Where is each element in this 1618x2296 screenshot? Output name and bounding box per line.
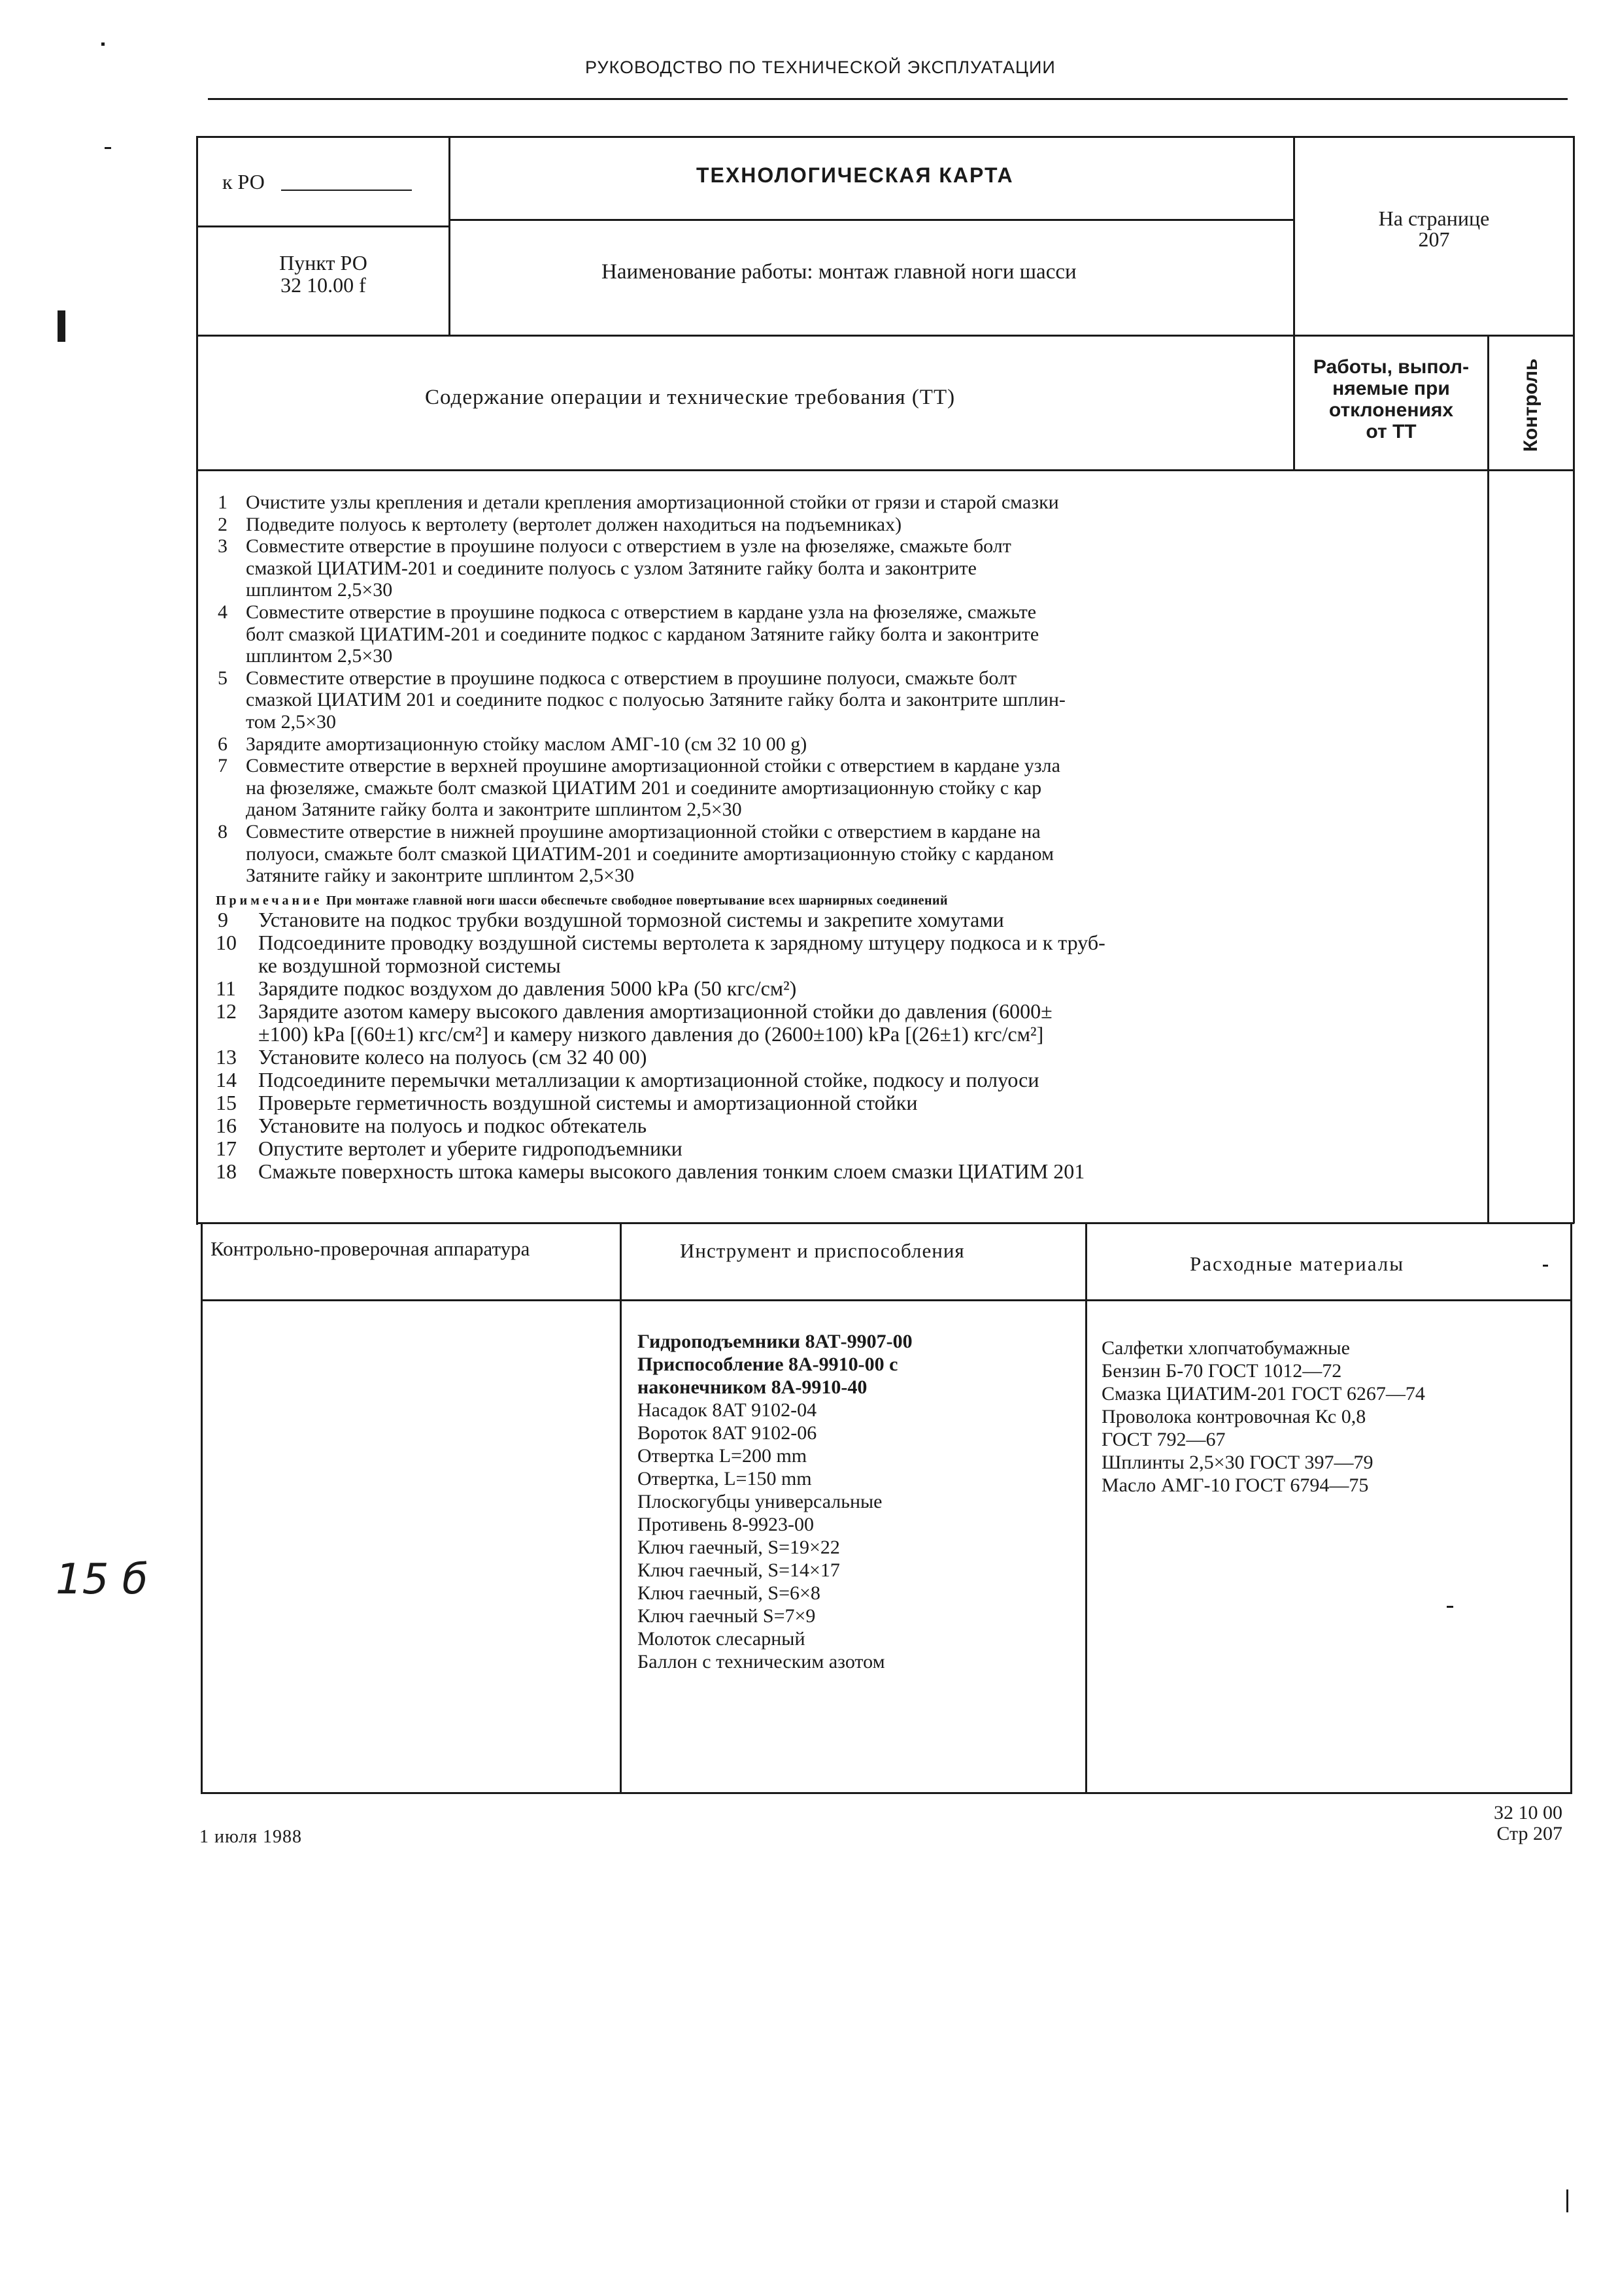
tool-item: Отвертка L=200 mm xyxy=(637,1445,807,1467)
control-col-vline xyxy=(1487,335,1489,1223)
operation-text-line: Подсоедините проводку воздушной системы вертолета к зарядному штуцеру подкоса и к труб- xyxy=(258,931,1105,955)
tool-item: Ключ гаечный, S=14×17 xyxy=(637,1559,840,1581)
operation-text-line: Установите на полуось и подкос обтекатель xyxy=(258,1114,647,1138)
bottom-vline-2 xyxy=(1085,1223,1087,1794)
operation-text-line: полуоси, смажьте болт смазкой ЦИАТИМ-201 и соедините амортизационную стойку с карданом xyxy=(246,842,1054,865)
tool-item: Противень 8-9923-00 xyxy=(637,1514,814,1535)
operation-text-line: Установите на подкос трубки воздушной тормозной системы и закрепите хомутами xyxy=(258,908,1004,932)
operation-text-line: Совместите отверстие в проушине подкоса с отверстием в проушине полуоси, смажьте болт xyxy=(246,667,1017,689)
operation-number: 14 xyxy=(216,1068,237,1092)
tool-item: Вороток 8АТ 9102-06 xyxy=(637,1422,817,1444)
ref-underline xyxy=(281,190,412,191)
running-header: РУКОВОДСТВО ПО ТЕХНИЧЕСКОЙ ЭКСПЛУАТАЦИИ xyxy=(585,58,1056,77)
operation-text-line: том 2,5×30 xyxy=(246,711,337,733)
operation-number: 8 xyxy=(218,821,228,842)
material-item: Салфетки хлопчатобумажные xyxy=(1102,1337,1350,1359)
operation-text-line: Подведите полуось к вертолету (вертолет должен находиться на подъемниках) xyxy=(246,513,902,535)
operation-number: 12 xyxy=(216,999,237,1023)
operation-text-line: Совместите отверстие в проушине подкоса с отверстием в кардане узла на фюзеляже, смажьте xyxy=(246,601,1037,623)
card-frame-right xyxy=(1573,136,1575,1223)
materials-header: Расходные материалы xyxy=(1190,1252,1405,1275)
material-item: Смазка ЦИАТИМ-201 ГОСТ 6267—74 xyxy=(1102,1383,1425,1405)
card-frame-bottom xyxy=(201,1792,1572,1794)
materials-list xyxy=(1102,1337,1425,1497)
tool-item: Молоток слесарный xyxy=(637,1628,805,1650)
deviation-header-line: от ТТ xyxy=(1366,421,1417,442)
bottom-header-rule xyxy=(201,1299,1572,1301)
operation-number: 1 xyxy=(218,491,228,513)
operation-number: 4 xyxy=(218,601,228,623)
operation-number: 3 xyxy=(218,535,228,557)
operation-text-line: Установите колесо на полуось (см 32 40 00) xyxy=(258,1045,647,1069)
card-frame-left xyxy=(196,136,198,1225)
item-cell xyxy=(198,252,448,296)
operation-text-line: Зарядите подкос воздухом до давления 5000 kPa (50 кгс/см²) xyxy=(258,976,797,1001)
control-column-header: Контроль xyxy=(1520,358,1542,452)
material-item: Шплинты 2,5×30 ГОСТ 397—79 xyxy=(1102,1452,1374,1473)
tool-item: Насадок 8АТ 9102-04 xyxy=(637,1399,817,1421)
material-item: Бензин Б-70 ГОСТ 1012—72 xyxy=(1102,1360,1342,1382)
operation-text-line: Подсоедините перемычки металлизации к амортизационной стойке, подкосу и полуоси xyxy=(258,1068,1039,1092)
materials-header-dash xyxy=(1543,1265,1548,1267)
note-text: При монтаже главной ноги шасси обеспечьте свободное повертывание всех шарнирных соединений xyxy=(322,893,949,908)
deviation-header-line: няемые при xyxy=(1332,378,1450,399)
operation-number: 5 xyxy=(218,667,228,689)
operation-text-line: на фюзеляже, смажьте болт смазкой ЦИАТИМ 201 и соедините амортизационную стойку с кар xyxy=(246,776,1042,799)
note-label: Примечание xyxy=(216,893,323,908)
footer-ref xyxy=(1438,1803,1562,1844)
page-number: 207 xyxy=(1418,227,1450,251)
ref-label: к РО xyxy=(222,170,265,193)
equipment-header: Контрольно-проверочная аппаратура xyxy=(211,1237,530,1260)
operation-number: 10 xyxy=(216,931,237,955)
operation-text-line: болт смазкой ЦИАТИМ-201 и соедините подкос с карданом Затяните гайку болта и законтрите xyxy=(246,623,1039,645)
header-hline-mid xyxy=(450,219,1293,221)
tools-list xyxy=(637,1330,913,1673)
operation-number: 6 xyxy=(218,733,228,755)
operation-text-line: Очистите узлы крепления и детали крепления амортизационной стойки от грязи и старой смазки xyxy=(246,491,1059,513)
operation-text-line: Затяните гайку и законтрите шплинтом 2,5×30 xyxy=(246,865,635,887)
operation-text-line: Зарядите азотом камеру высокого давления амортизационной стойки до давления (6000± xyxy=(258,999,1053,1023)
operation-text-line: даном Затяните гайку болта и законтрите шплинтом 2,5×30 xyxy=(246,799,742,821)
footer-section: 32 10 00 xyxy=(1494,1802,1562,1823)
operation-number: 18 xyxy=(216,1159,237,1184)
tool-item: Приспособление 8А-9910-00 с xyxy=(637,1354,898,1375)
columns-header-bottom xyxy=(196,469,1574,471)
scan-speck xyxy=(101,42,105,46)
tool-item: Гидроподъемники 8АТ-9907-00 xyxy=(637,1331,913,1352)
operation-text-line: Совместите отверстие в нижней проушине амортизационной стойки с отверстием в кардане на xyxy=(246,821,1041,842)
deviation-header-line: отклонениях xyxy=(1328,399,1454,421)
tool-item: Плоскогубцы универсальные xyxy=(637,1491,883,1512)
scan-speck xyxy=(1566,2189,1568,2212)
operation-text-line: ±100) kPa [(60±1) кгс/см²] и камеру низкого давления до (2600±100) kPa [(26±1) кгс/см²] xyxy=(258,1022,1044,1046)
margin-note: 15 б xyxy=(56,1556,148,1604)
operation-text-line: ке воздушной тормозной системы xyxy=(258,954,561,978)
tool-item: Баллон с техническим азотом xyxy=(637,1651,885,1672)
footer-date: 1 июля 1988 xyxy=(199,1827,303,1847)
item-value: 32 10.00 f xyxy=(280,273,366,297)
operation-text-line: Проверьте герметичность воздушной системы и амортизационной стойки xyxy=(258,1091,918,1115)
operation-number: 13 xyxy=(216,1045,237,1069)
operation-text-line: шплинтом 2,5×30 xyxy=(246,579,393,601)
tool-item: Отвертка, L=150 mm xyxy=(637,1468,812,1489)
card-frame-left-lower xyxy=(201,1222,203,1794)
content-column-header: Содержание операции и технические требования (ТТ) xyxy=(425,386,956,409)
scan-speck xyxy=(105,147,111,149)
tool-item: Ключ гаечный, S=19×22 xyxy=(637,1537,840,1558)
tools-header: Инструмент и приспособления xyxy=(680,1239,965,1262)
header-hline-bottom xyxy=(196,335,1574,337)
operation-number: 7 xyxy=(218,755,228,777)
operation-text-line: смазкой ЦИАТИМ 201 и соедините подкос с полуосью Затяните гайку болта и законтрите шплин- xyxy=(246,689,1066,711)
operation-text-line: Совместите отверстие в верхней проушине амортизационной стойки с отверстием в кардане узла xyxy=(246,755,1060,777)
operation-text-line: шплинтом 2,5×30 xyxy=(246,645,393,667)
operation-number: 15 xyxy=(216,1091,237,1115)
deviation-column-header xyxy=(1295,356,1487,442)
item-label: Пункт РО xyxy=(279,251,367,275)
operation-text-line: Зарядите амортизационную стойку маслом АМГ-10 (см 32 10 00 g) xyxy=(246,733,807,755)
operation-text-line: Совместите отверстие в проушине полуоси с отверстием в узле на фюзеляже, смажьте болт xyxy=(246,535,1011,557)
card-frame-top xyxy=(196,136,1574,138)
operation-text-line: Опустите вертолет и уберите гидроподъемники xyxy=(258,1137,683,1161)
header-rule xyxy=(208,98,1568,100)
bottom-vline-1 xyxy=(620,1222,622,1794)
work-name: Наименование работы: монтаж главной ноги шасси xyxy=(601,260,1077,284)
tool-item: Ключ гаечный, S=6×8 xyxy=(637,1582,820,1604)
deviation-header-line: Работы, выпол- xyxy=(1313,356,1470,378)
header-vline-1 xyxy=(448,136,450,335)
operation-number: 9 xyxy=(218,908,228,932)
operation-number: 17 xyxy=(216,1137,237,1161)
content-bottom xyxy=(196,1222,1574,1224)
card-frame-right-lower xyxy=(1570,1222,1572,1794)
page-ref-cell xyxy=(1295,208,1573,250)
operation-number: 2 xyxy=(218,513,228,535)
tool-item: наконечником 8А-9910-40 xyxy=(637,1376,868,1398)
binding-mark xyxy=(58,310,65,342)
operation-text-line: смазкой ЦИАТИМ-201 и соедините полуось с узлом Затяните гайку болта и законтрите xyxy=(246,557,977,579)
header-hline-left xyxy=(196,225,450,227)
page-label: На странице xyxy=(1378,207,1490,230)
material-item: Проволока контровочная Кс 0,8 xyxy=(1102,1406,1366,1427)
stray-dash xyxy=(1447,1606,1453,1608)
material-item: Масло АМГ-10 ГОСТ 6794—75 xyxy=(1102,1474,1369,1496)
operation-text-line: Смажьте поверхность штока камеры высокого давления тонким слоем смазки ЦИАТИМ 201 xyxy=(258,1159,1085,1184)
footer-page: Стр 207 xyxy=(1496,1823,1562,1844)
card-title: ТЕХНОЛОГИЧЕСКАЯ КАРТА xyxy=(696,163,1014,187)
tool-item: Ключ гаечный S=7×9 xyxy=(637,1605,816,1627)
operation-number: 11 xyxy=(216,976,236,1001)
operation-number: 16 xyxy=(216,1114,237,1138)
material-item: ГОСТ 792—67 xyxy=(1102,1429,1226,1450)
